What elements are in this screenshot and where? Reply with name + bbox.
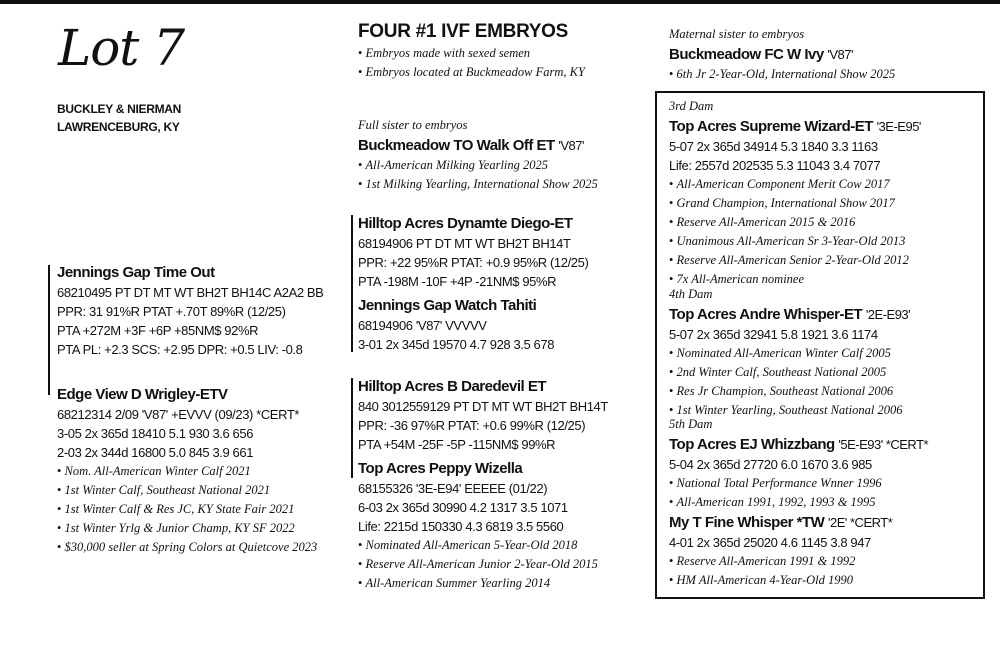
offering-headline: FOUR #1 IVF EMBRYOS	[358, 21, 569, 42]
sixth-dam	[669, 512, 892, 590]
sixth-dam-line: 4-01 2x 365d 25020 4.6 1145 3.8 947	[669, 535, 871, 550]
award-item: • Res Jr Champion, Southeast National 2006	[669, 382, 910, 401]
fifth-dam-classification: '5E-E93' *CERT*	[838, 437, 929, 452]
fourth-dam-awards	[669, 344, 910, 420]
award-item: • Reserve All-American Junior 2-Year-Old 2015	[358, 555, 598, 574]
sire-line: PPR: 31 91%R PTAT +.70T 89%R (12/25)	[57, 304, 286, 319]
fourth-dam-line: 5-07 2x 365d 32941 5.8 1921 3.6 1174	[669, 327, 878, 342]
offering-details	[358, 44, 585, 82]
full-sister-label: Full sister to embryos	[358, 118, 468, 132]
sire-dam-line: 68194906 'V87' VVVVV	[358, 318, 487, 333]
award-item: • $30,000 seller at Spring Colors at Quietcove 2023	[57, 538, 317, 557]
fourth-dam-classification: '2E-E93'	[865, 307, 911, 322]
dam-dam-name: Top Acres Peppy Wizella	[358, 460, 523, 477]
sire-line: PTA +272M +3F +6P +85NM$ 92%R	[57, 323, 259, 338]
sire-dam	[358, 295, 554, 354]
dam	[57, 384, 317, 557]
dam-name: Edge View D Wrigley-ETV	[57, 386, 228, 403]
top-rule	[0, 0, 1000, 4]
consignor	[57, 100, 181, 136]
award-item: • Grand Champion, International Show 2017	[669, 194, 921, 213]
dam-line: 3-05 2x 365d 18410 5.1 930 3.6 656	[57, 426, 254, 441]
sire-name: Jennings Gap Time Out	[57, 264, 215, 281]
consignor-location: LAWRENCEBURG, KY	[57, 120, 180, 134]
third-dam-line: 5-07 2x 365d 34914 5.3 1840 3.3 1163	[669, 139, 878, 154]
offering-item: • Embryos located at Buckmeadow Farm, KY	[358, 63, 585, 82]
sire-sire-name: Hilltop Acres Dynamte Diego-ET	[358, 215, 573, 232]
sire-dam-line: 3-01 2x 345d 19570 4.7 928 3.5 678	[358, 337, 555, 352]
sire-line: 68210495 PT DT MT WT BH2T BH14C A2A2 BB	[57, 285, 324, 300]
sixth-dam-classification: '2E' *CERT*	[828, 515, 893, 530]
award-item: • Unanimous All-American Sr 3-Year-Old 2013	[669, 232, 921, 251]
award-item: • 1st Winter Yrlg & Junior Champ, KY SF 2022	[57, 519, 317, 538]
third-dam-classification: '3E-E95'	[876, 119, 921, 134]
fourth-dam-label: 4th Dam	[669, 287, 713, 301]
award-item: • 1st Milking Yearling, International Show 2025	[358, 175, 598, 194]
award-item: • 6th Jr 2-Year-Old, International Show 2025	[669, 65, 895, 84]
award-item: • 1st Winter Calf, Southeast National 2021	[57, 481, 317, 500]
sire-sire	[358, 213, 588, 291]
dam-dam	[358, 458, 598, 593]
dam-dam-line: 68155326 '3E-E94' EEEEE (01/22)	[358, 481, 548, 496]
dam-dam-line: 6-03 2x 365d 30990 4.2 1317 3.5 1071	[358, 500, 568, 515]
third-dam-name	[669, 116, 921, 137]
third-dam-line: Life: 2557d 202535 5.3 11043 3.4 7077	[669, 158, 881, 173]
sire-sire-line: 68194906 PT DT MT WT BH2T BH14T	[358, 236, 571, 251]
fourth-dam-name-text: Top Acres Andre Whisper-ET	[669, 306, 863, 323]
offering	[358, 20, 585, 82]
dam-dam-awards	[358, 536, 598, 593]
maternal-sister	[669, 25, 895, 84]
maternal-sister-classification: 'V87'	[827, 47, 853, 62]
award-item: • 2nd Winter Calf, Southeast National 2005	[669, 363, 910, 382]
award-item: • Nom. All-American Winter Calf 2021	[57, 462, 317, 481]
sire-dam-name: Jennings Gap Watch Tahiti	[358, 297, 537, 314]
maternal-sister-name	[669, 44, 895, 65]
sixth-dam-name	[669, 512, 892, 533]
dam-awards	[57, 462, 317, 557]
full-sister-name-text: Buckmeadow TO Walk Off ET	[358, 137, 555, 154]
fifth-dam-label: 5th Dam	[669, 417, 713, 431]
fourth-dam	[669, 285, 910, 420]
sire-sire-line: PPR: +22 95%R PTAT: +0.9 95%R (12/25)	[358, 255, 589, 270]
fourth-dam-name	[669, 304, 910, 325]
award-item: • All-American 1991, 1992, 1993 & 1995	[669, 493, 928, 512]
offering-item: • Embryos made with sexed semen	[358, 44, 585, 63]
maternal-sister-awards	[669, 65, 895, 84]
full-sister	[358, 116, 598, 194]
third-dam-name-text: Top Acres Supreme Wizard-ET	[669, 118, 873, 135]
maternal-sister-label: Maternal sister to embryos	[669, 27, 805, 41]
award-item: • Nominated All-American 5-Year-Old 2018	[358, 536, 598, 555]
fifth-dam-line: 5-04 2x 365d 27720 6.0 1670 3.6 985	[669, 457, 872, 472]
award-item: • 1st Winter Yearling, Southeast National 2006	[669, 401, 910, 420]
sixth-dam-awards	[669, 552, 892, 590]
award-item: • Reserve All-American Senior 2-Year-Old 2012	[669, 251, 921, 270]
sire-line: PTA PL: +2.3 SCS: +2.95 DPR: +0.5 LIV: -0.8	[57, 342, 303, 357]
lot-title: Lot 7	[58, 19, 185, 77]
fifth-dam-awards	[669, 474, 928, 512]
award-item: • Nominated All-American Winter Calf 2005	[669, 344, 910, 363]
full-sister-name	[358, 135, 598, 156]
dam-dam-line: Life: 2215d 150330 4.3 6819 3.5 5560	[358, 519, 564, 534]
sixth-dam-name-text: My T Fine Whisper *TW	[669, 514, 825, 531]
full-sister-awards	[358, 156, 598, 194]
sire-sire-line: PTA -198M -10F +4P -21NM$ 95%R	[358, 274, 557, 289]
fifth-dam	[669, 415, 928, 512]
award-item: • All-American Component Merit Cow 2017	[669, 175, 921, 194]
award-item: • HM All-American 4-Year-Old 1990	[669, 571, 892, 590]
award-item: • Reserve All-American 1991 & 1992	[669, 552, 892, 571]
third-dam	[669, 97, 921, 289]
maternal-sister-name-text: Buckmeadow FC W Ivy	[669, 46, 824, 63]
award-item: • Reserve All-American 2015 & 2016	[669, 213, 921, 232]
award-item: • All-American Summer Yearling 2014	[358, 574, 598, 593]
full-sister-classification: 'V87'	[558, 138, 584, 153]
fifth-dam-name	[669, 434, 928, 455]
award-item: • 1st Winter Calf & Res JC, KY State Fair 2021	[57, 500, 317, 519]
award-item: • National Total Performance Wnner 1996	[669, 474, 928, 493]
dam-sire-line: PPR: -36 97%R PTAT: +0.6 99%R (12/25)	[358, 418, 586, 433]
third-dam-label: 3rd Dam	[669, 99, 714, 113]
third-dam-awards	[669, 175, 921, 289]
award-item: • All-American Milking Yearling 2025	[358, 156, 598, 175]
fifth-dam-name-text: Top Acres EJ Whizzbang	[669, 436, 835, 453]
consignor-name: BUCKLEY & NIERMAN	[57, 102, 182, 116]
sire	[57, 262, 323, 359]
dam-line: 68212314 2/09 'V87' +EVVV (09/23) *CERT*	[57, 407, 300, 422]
dam-line: 2-03 2x 344d 16800 5.0 845 3.9 661	[57, 445, 254, 460]
dam-sire-line: PTA +54M -25F -5P -115NM$ 99%R	[358, 437, 556, 452]
dam-sire	[358, 376, 608, 454]
dam-sire-name: Hilltop Acres B Daredevil ET	[358, 378, 547, 395]
dam-sire-line: 840 3012559129 PT DT MT WT BH2T BH14T	[358, 399, 608, 414]
award-item: • 7x All-American nominee	[669, 270, 921, 289]
